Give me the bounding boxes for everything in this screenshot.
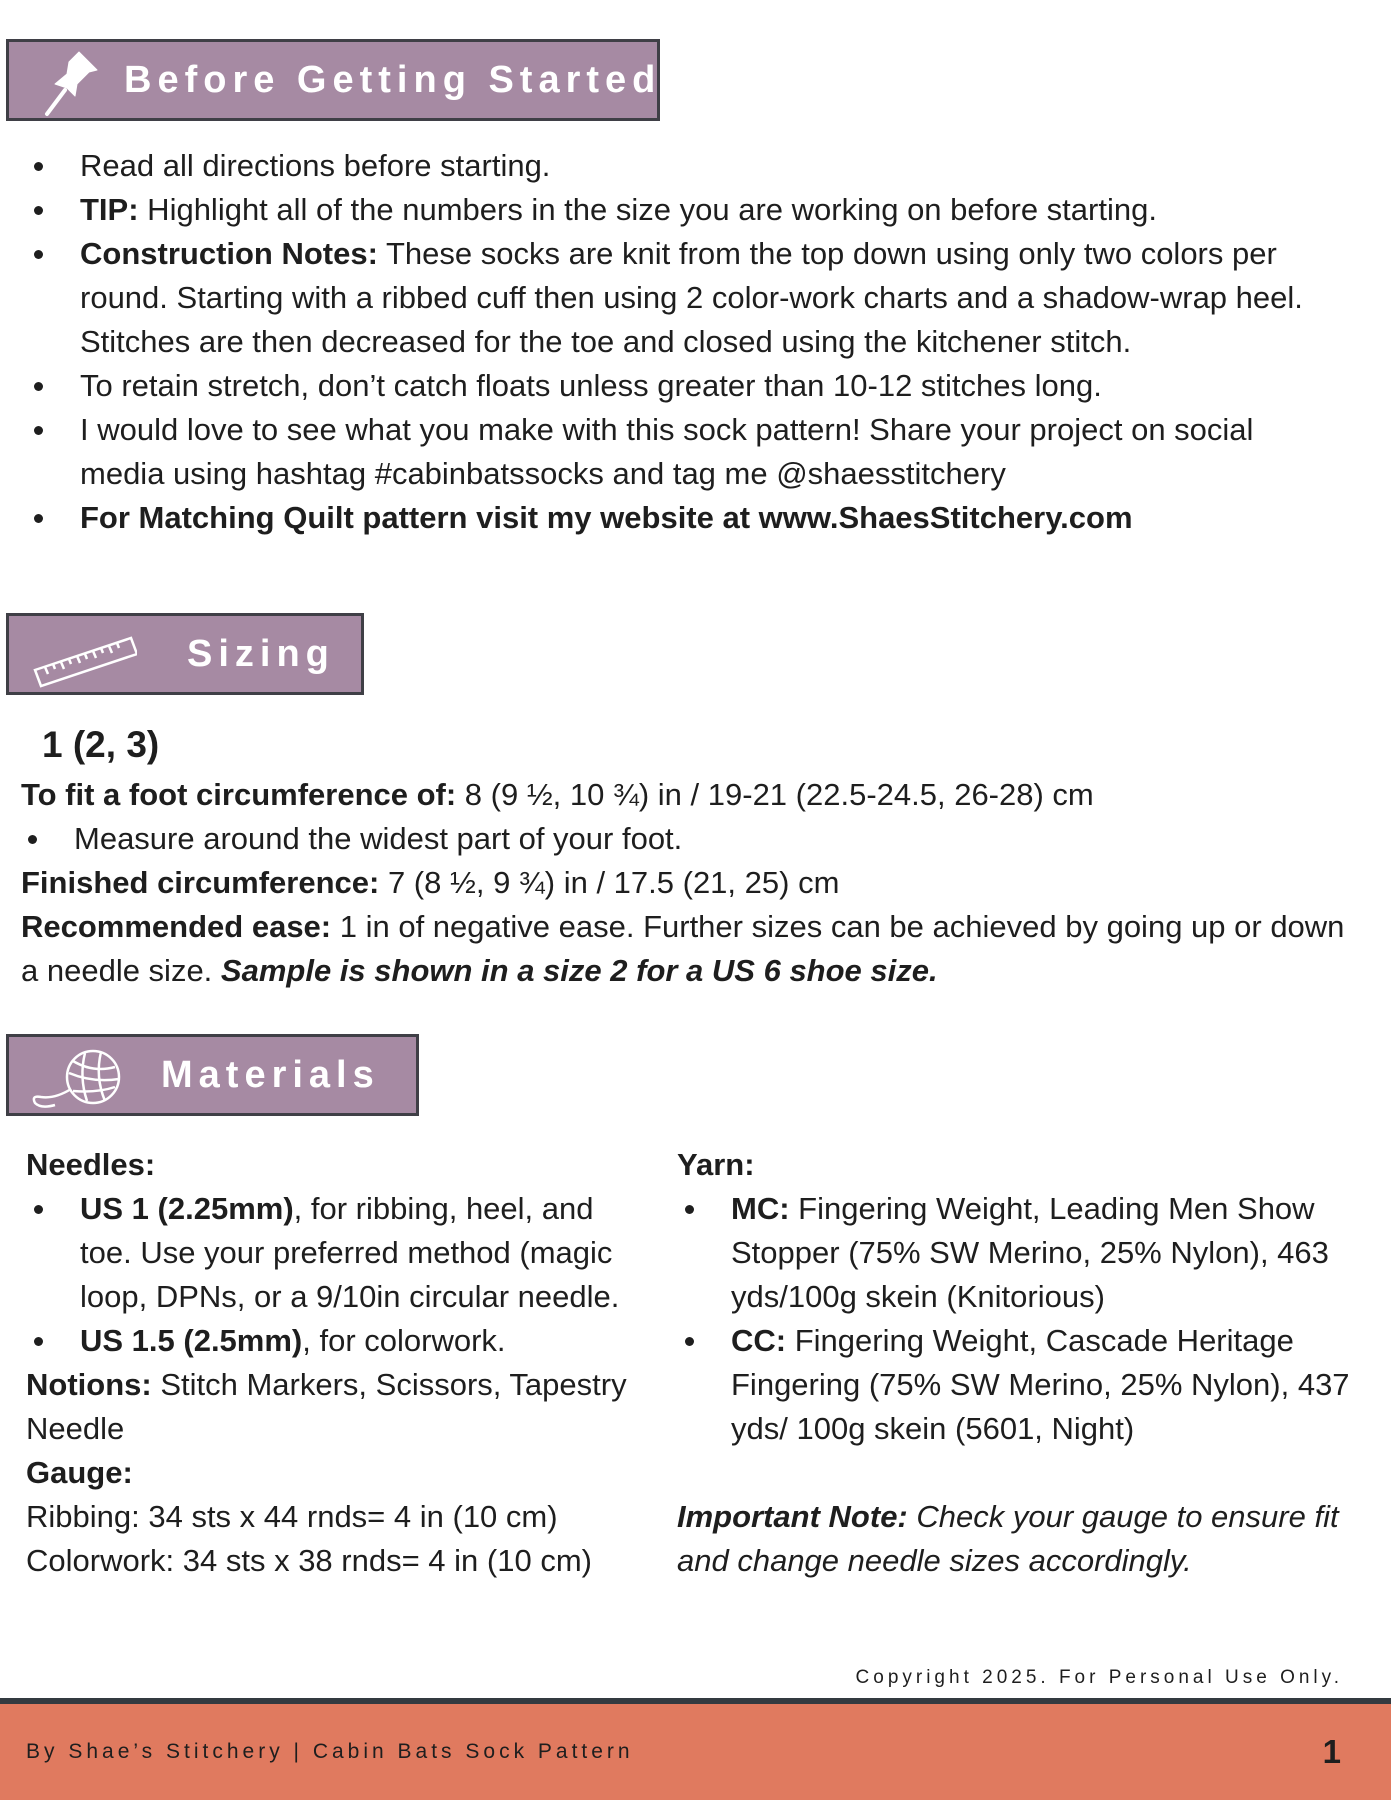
list-item: MC: Fingering Weight, Leading Men Show Stopper (75% SW Merino, 25% Nylon), 463 yds/100g skein (Knitorious) bbox=[695, 1187, 1371, 1319]
list-item: Read all directions before starting. bbox=[44, 144, 1340, 188]
copyright-note: Copyright 2025. For Personal Use Only. bbox=[855, 1667, 1343, 1688]
yarn-heading: Yarn: bbox=[677, 1147, 755, 1182]
list-item: TIP: Highlight all of the numbers in the size you are working on before starting. bbox=[44, 188, 1340, 232]
important-note: Important Note: Check your gauge to ensure fit and change needle sizes accordingly. bbox=[677, 1499, 1339, 1578]
needles-list bbox=[0, 1187, 640, 1363]
before-list bbox=[0, 144, 1340, 540]
footer-byline: By Shae’s Stitchery | Cabin Bats Sock Pattern bbox=[26, 1740, 634, 1763]
section-title: Sizing bbox=[187, 633, 335, 675]
materials-banner bbox=[6, 1034, 419, 1116]
list-item: I would love to see what you make with this sock pattern! Share your project on social media using hashtag #cabinbatssocks and tag me @shaesstitchery bbox=[44, 408, 1340, 496]
gauge-ribbing: Ribbing: 34 sts x 44 rnds= 4 in (10 cm) bbox=[26, 1499, 558, 1534]
list-item: To retain stretch, don’t catch floats unless greater than 10-12 stitches long. bbox=[44, 364, 1340, 408]
list-item: CC: Fingering Weight, Cascade Heritage Fingering (75% SW Merino, 25% Nylon), 437 yds/ 100g skein (5601, Night) bbox=[695, 1319, 1371, 1451]
finished-line: Finished circumference: 7 (8 ½, 9 ¾) in / 17.5 (21, 25) cm bbox=[21, 865, 840, 900]
list-item: Construction Notes: These socks are knit from the top down using only two colors per round. Starting with a ribbed cuff then using 2 color-work charts and a shadow-wrap heel. Stitches are then decreased for the toe and closed using the kitchener stitch. bbox=[44, 232, 1340, 364]
section-title: Materials bbox=[161, 1054, 380, 1096]
needles-heading: Needles: bbox=[26, 1147, 156, 1182]
list-item: Measure around the widest part of your foot. bbox=[38, 817, 1194, 861]
size-range: 1 (2, 3) bbox=[42, 724, 160, 765]
fit-line: To fit a foot circumference of: 8 (9 ½, 10 ¾) in / 19-21 (22.5-24.5, 26-28) cm bbox=[21, 777, 1094, 812]
ruler-icon bbox=[27, 618, 137, 692]
ease-paragraph: Recommended ease: 1 in of negative ease. Further sizes can be achieved by going up or down a needle size. Sample is shown in a size 2 for a US 6 shoe size. bbox=[21, 909, 1345, 988]
footer-bar bbox=[0, 1704, 1391, 1800]
list-item: For Matching Quilt pattern visit my website at www.ShaesStitchery.com bbox=[44, 496, 1340, 540]
before-banner bbox=[6, 39, 660, 121]
yarn-ball-icon bbox=[27, 1039, 137, 1113]
pushpin-icon bbox=[27, 44, 137, 118]
page-number: 1 bbox=[1322, 1733, 1341, 1770]
notions-paragraph: Notions: Stitch Markers, Scissors, Tapestry Needle bbox=[26, 1367, 627, 1446]
yarn-list bbox=[651, 1187, 1371, 1451]
sizing-list bbox=[0, 817, 1194, 861]
gauge-heading: Gauge: bbox=[26, 1455, 133, 1490]
list-item: US 1 (2.25mm), for ribbing, heel, and toe. Use your preferred method (magic loop, DPNs, or a 9/10in circular needle. bbox=[44, 1187, 640, 1319]
section-title: Before Getting Started bbox=[124, 59, 662, 101]
list-item: US 1.5 (2.5mm), for colorwork. bbox=[44, 1319, 640, 1363]
gauge-colorwork: Colorwork: 34 sts x 38 rnds= 4 in (10 cm) bbox=[26, 1543, 592, 1578]
sizing-banner bbox=[6, 613, 364, 695]
